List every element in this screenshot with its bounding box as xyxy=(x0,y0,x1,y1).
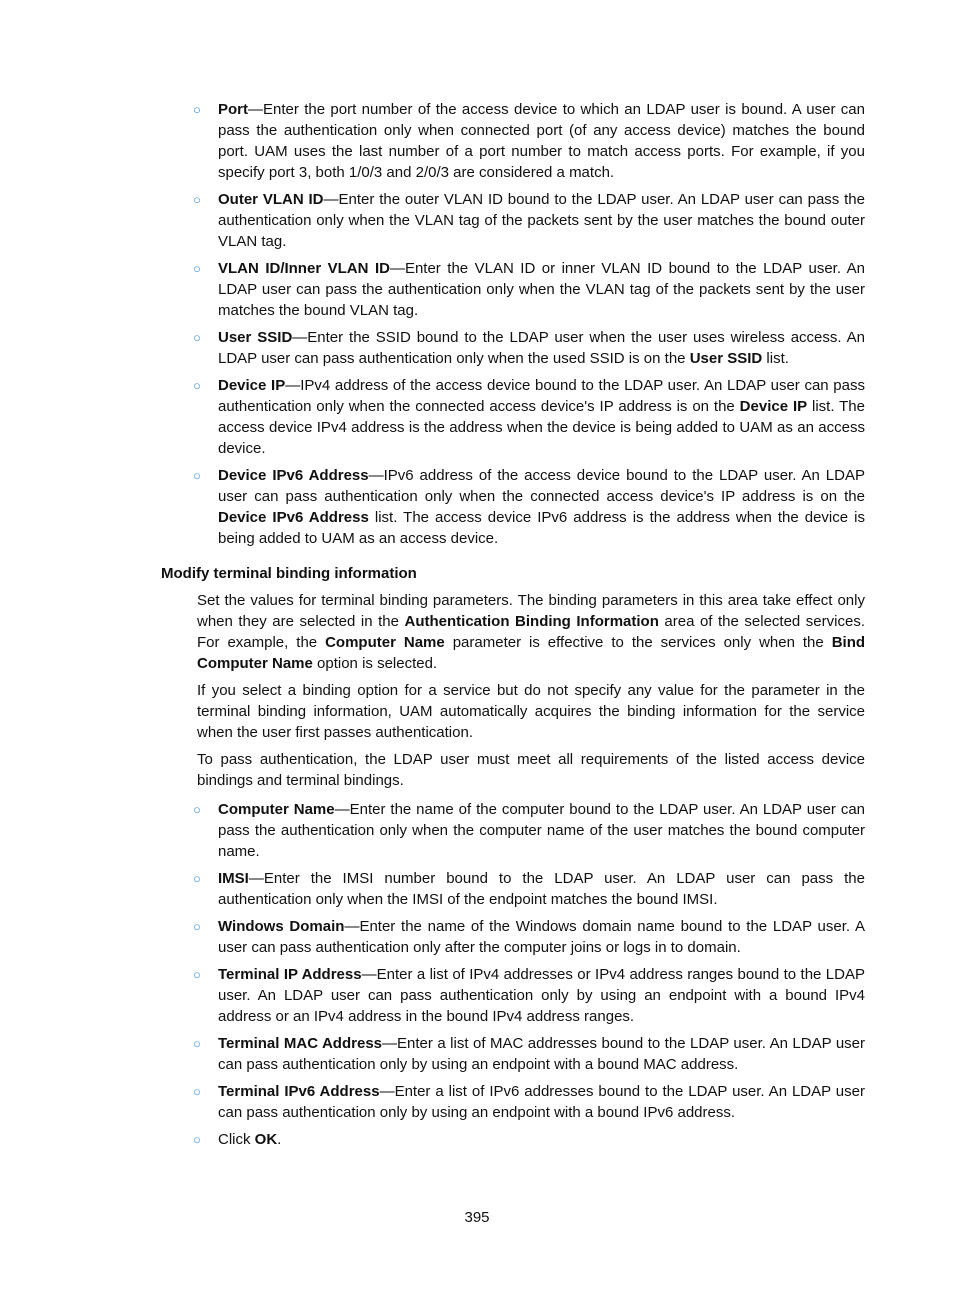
description: —Enter a list of MAC addresses bound to the LDAP user. An LDAP user can pass authentication only by using an endpoint with a bound MAC address. xyxy=(218,1035,866,1073)
term: Computer Name xyxy=(218,801,335,818)
text: parameter is effective to the services only when the xyxy=(444,634,832,651)
circle-bullet-icon: ○ xyxy=(193,261,201,276)
circle-bullet-icon: ○ xyxy=(193,1036,201,1051)
term: Device IPv6 Address xyxy=(218,467,369,484)
term: Outer VLAN ID xyxy=(218,191,324,208)
description: —Enter the name of the computer bound to the LDAP user. An LDAP user can pass the authentication only when the computer name of the user matches the bound computer name. xyxy=(218,801,866,860)
circle-bullet-icon: ○ xyxy=(193,330,201,345)
description-end: list. xyxy=(762,350,789,367)
description: —Enter a list of IPv4 addresses or IPv4 address ranges bound to the LDAP user. An LDAP user can pass authentication only by using an endpoint with a bound IPv4 address or an IPv4 address in the bound IPv4 address ranges. xyxy=(218,966,865,1025)
list-item-computer-name xyxy=(193,799,865,862)
circle-bullet-icon: ○ xyxy=(193,378,201,393)
list-item-terminal-mac xyxy=(193,1033,865,1075)
list-item-vlan-id xyxy=(193,258,865,321)
circle-bullet-icon: ○ xyxy=(193,102,201,117)
paragraph-auto-acquire: If you select a binding option for a service but do not specify any value for the parameter in the terminal binding information, UAM automatically acquires the binding information for the service when the user first passes authentication. xyxy=(197,682,865,741)
term: IMSI xyxy=(218,870,249,887)
term: Bind Computer Name xyxy=(197,634,866,672)
circle-bullet-icon: ○ xyxy=(193,1084,201,1099)
description: —Enter the outer VLAN ID bound to the LDAP user. An LDAP user can pass the authentication only when the VLAN tag of the packets sent by the user matches the bound outer VLAN tag. xyxy=(218,191,865,250)
circle-bullet-icon: ○ xyxy=(193,192,201,207)
list-item-click-ok xyxy=(193,1129,865,1150)
description: —Enter the SSID bound to the LDAP user when the user uses wireless access. An LDAP user can pass authentication only when the used SSID is on the xyxy=(218,329,865,367)
text: Click xyxy=(218,1131,255,1148)
circle-bullet-icon: ○ xyxy=(193,468,201,483)
term: VLAN ID/Inner VLAN ID xyxy=(218,260,390,277)
list-item-outer-vlan-id xyxy=(193,189,865,252)
terminal-binding-list xyxy=(193,799,865,1156)
term-inline: User SSID xyxy=(689,350,763,367)
paragraph-requirements: To pass authentication, the LDAP user must meet all requirements of the listed access device bindings and terminal bindings. xyxy=(197,751,865,789)
term: Port xyxy=(218,101,248,118)
term-inline: Device IP xyxy=(739,398,808,415)
description: —Enter the name of the Windows domain name bound to the LDAP user. A user can pass authentication only after the computer joins or logs in to domain. xyxy=(218,918,865,956)
access-device-binding-list xyxy=(193,99,865,555)
term: Computer Name xyxy=(325,634,445,651)
list-item-device-ip xyxy=(193,375,865,459)
term: OK xyxy=(254,1131,278,1148)
term: Windows Domain xyxy=(218,918,345,935)
text: area of the selected services. For example, the xyxy=(197,613,865,651)
text: option is selected. xyxy=(312,655,438,672)
circle-bullet-icon: ○ xyxy=(193,1132,201,1147)
term: Terminal IPv6 Address xyxy=(218,1083,380,1100)
text: Set the values for terminal binding parameters. The binding parameters in this area take effect only when they are selected in the xyxy=(197,592,865,630)
description: —Enter the port number of the access device to which an LDAP user is bound. A user can pass the authentication only when connected port (of any access device) matches the bound port. UAM uses the last number of a port number to match access ports. For example, if you specify port 3, both 1/0/3 and 2/0/3 are considered a match. xyxy=(218,101,865,181)
description: —Enter the VLAN ID or inner VLAN ID bound to the LDAP user. An LDAP user can pass the authentication only when the VLAN tag of the packets sent by the user matches the bound VLAN tag. xyxy=(218,260,865,319)
list-item-imsi xyxy=(193,868,865,910)
term: Device IP xyxy=(218,377,286,394)
term: Authentication Binding Information xyxy=(404,613,659,630)
term-inline: Device IPv6 Address xyxy=(218,509,369,526)
section-heading: Modify terminal binding information xyxy=(161,565,417,582)
text: . xyxy=(277,1131,282,1148)
description-end: list. The access device IPv4 address is the address when the device is being added to UAM as an access device. xyxy=(218,398,865,457)
list-item-terminal-ip xyxy=(193,964,865,1027)
circle-bullet-icon: ○ xyxy=(193,802,201,817)
circle-bullet-icon: ○ xyxy=(193,919,201,934)
section-body xyxy=(197,590,865,797)
list-item-terminal-ipv6 xyxy=(193,1081,865,1123)
list-item-device-ipv6 xyxy=(193,465,865,549)
term: User SSID xyxy=(218,329,293,346)
term: Terminal MAC Address xyxy=(218,1035,383,1052)
circle-bullet-icon: ○ xyxy=(193,871,201,886)
term: Terminal IP Address xyxy=(218,966,362,983)
description: —Enter a list of IPv6 addresses bound to the LDAP user. An LDAP user can pass authentication only by using an endpoint with a bound IPv6 address. xyxy=(218,1083,865,1121)
list-item-port xyxy=(193,99,865,183)
list-item-windows-domain xyxy=(193,916,865,958)
paragraph-binding-parameters xyxy=(197,590,865,674)
list-item-user-ssid xyxy=(193,327,865,369)
description-end: list. The access device IPv6 address is the address when the device is being added to UAM as an access device. xyxy=(218,509,865,547)
description: —IPv4 address of the access device bound to the LDAP user. An LDAP user can pass authentication only when the connected access device's IP address is on the xyxy=(218,377,865,415)
description: —IPv6 address of the access device bound to the LDAP user. An LDAP user can pass authentication only when the connected access device's IP address is on the xyxy=(218,467,865,505)
circle-bullet-icon: ○ xyxy=(193,967,201,982)
page-number: 395 xyxy=(464,1209,490,1226)
description: —Enter the IMSI number bound to the LDAP user. An LDAP user can pass the authentication only when the IMSI of the endpoint matches the bound IMSI. xyxy=(218,870,865,908)
